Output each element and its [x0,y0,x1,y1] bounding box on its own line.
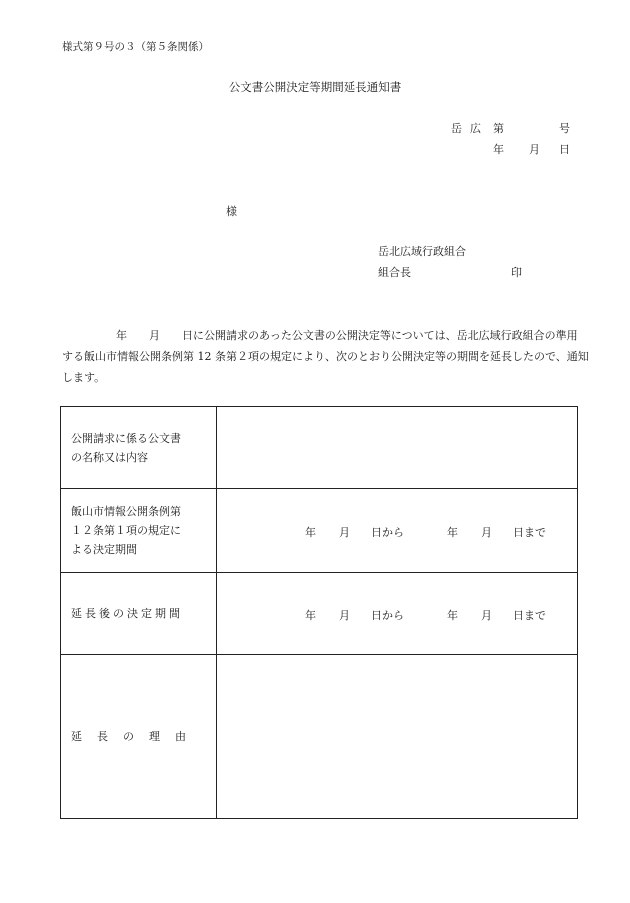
table-row [61,573,578,655]
table-row [61,655,578,819]
extended-period-label: 延長後の決定期間 [61,573,217,655]
reference-prefix-2: 広 [470,122,481,135]
table-row [61,407,578,489]
extended-period-value: 年 月 日から 年 月 日まで [217,573,578,655]
notice-body [62,325,589,388]
original-period-value: 年 月 日から 年 月 日まで [217,489,578,573]
reference-prefix-1: 岳 [451,122,462,135]
document-name-label: 公開請求に係る公文書 の名称又は内容 [61,407,217,489]
extension-table [60,406,578,819]
extension-reason-value [217,655,578,819]
body-year-label: 年 [116,329,127,342]
document-name-value [217,407,578,489]
extension-reason-label: 延長の理由 [61,655,217,819]
reference-dai: 第 [493,122,504,135]
body-line-3: します。 [62,371,106,384]
issue-day-label: 日 [559,143,570,156]
addressee-suffix: 様 [226,205,237,218]
issue-year-label: 年 [493,143,504,156]
issue-month-label: 月 [529,143,540,156]
reference-go: 号 [559,122,570,135]
document-title: 公文書公開決定等期間延長通知書 [228,80,402,94]
body-month-label: 月 [149,329,160,342]
sender-organization: 岳北広域行政組合 [378,245,466,258]
sender-title: 組合長 [378,266,411,279]
body-line-2: する飯山市情報公開条例第 12 条第２項の規定により、次のとおり公開決定等の期間を延長したので、通知 [62,350,589,363]
original-period-label: 飯山市情報公開条例第 １２条第１項の規定に よる決定期間 [61,489,217,573]
body-line-1: 日に公開請求のあった公文書の公開決定等については、岳北広域行政組合の準用 [182,329,578,342]
form-number: 様式第９号の３（第５条関係） [62,41,209,53]
seal-mark: 印 [511,266,522,279]
table-row [61,489,578,573]
